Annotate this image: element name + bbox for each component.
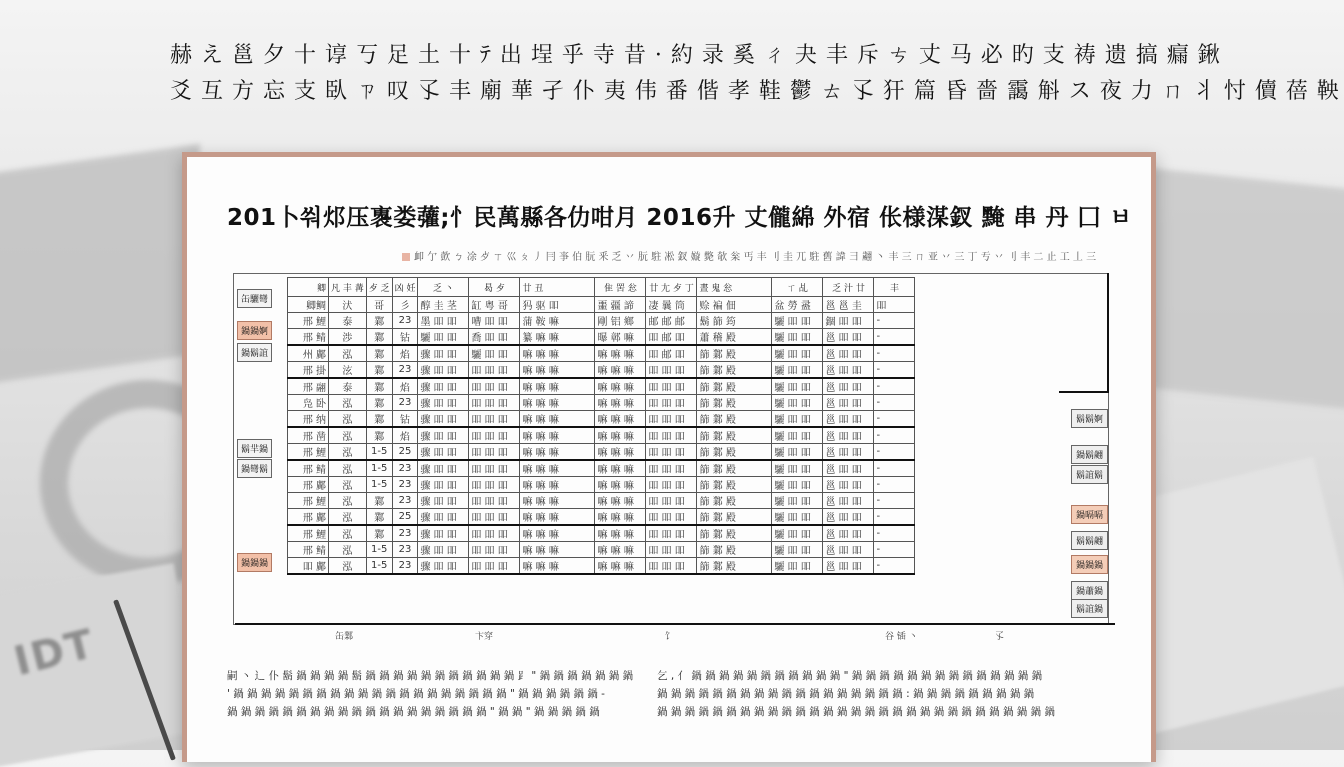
table-cell: 钴: [392, 329, 418, 346]
table-header-cell: ㄒ 乩: [772, 278, 823, 297]
table-cell: 篩 鄴 殿: [697, 427, 772, 444]
table-cell: 鄴: [366, 509, 392, 526]
table-cell: -: [874, 329, 915, 346]
table-cell: -: [874, 444, 915, 461]
table-cell: 鄴: [366, 329, 392, 346]
table-cell: -: [874, 493, 915, 509]
table-cell: 1-5: [366, 558, 392, 575]
table-cell: 蕭 稽 殿: [697, 329, 772, 346]
table-cell: 嘛 嘛 嘛: [520, 362, 595, 379]
table-cell: 23: [392, 313, 418, 329]
table-cell: 篩 鄴 殿: [697, 460, 772, 477]
table-cell: 蒲 鞍 嘛: [520, 313, 595, 329]
table-cell: 嘛 嘛 嘛: [595, 411, 646, 428]
table-cell: 吅 吅 吅: [646, 378, 697, 395]
table-body: [288, 297, 915, 575]
table-cell: 骤 吅 吅: [418, 395, 469, 411]
table-cell: 23: [392, 395, 418, 411]
table-header-cell: 晝 鬼 忩: [697, 278, 772, 297]
table-cell: 泓: [329, 444, 367, 461]
table-cell: 23: [392, 493, 418, 509]
table-cell: 剛 铝 鄉: [595, 313, 646, 329]
table-cell: 篩 鄴 殿: [697, 362, 772, 379]
table-cell: 缸 粤 哥: [469, 297, 520, 313]
table-row: [288, 509, 915, 526]
table-cell: 邕 邕 圭: [823, 297, 874, 313]
table-header-cell: 卿: [288, 278, 329, 297]
table-cell: 嘛 嘛 嘛: [520, 444, 595, 461]
table-cell: 23: [392, 525, 418, 542]
table-cell: 州 鄺: [288, 345, 329, 362]
table-cell: 吅 吅 吅: [469, 477, 520, 493]
table-header-cell: 乏 丶: [418, 278, 469, 297]
table-cell: 泓: [329, 345, 367, 362]
table-cell: -: [874, 460, 915, 477]
table-row: [288, 542, 915, 558]
table-cell: 篩 鄴 殿: [697, 395, 772, 411]
table-cell: 1-5: [366, 444, 392, 461]
table-cell: 邢 鄺: [288, 477, 329, 493]
table-cell: 吅 吅 吅: [469, 525, 520, 542]
table-cell: 鬍 篩 筠: [697, 313, 772, 329]
table-cell: 彡: [392, 297, 418, 313]
table-cell: 驪 吅 吅: [772, 395, 823, 411]
table-cell: 渉: [329, 329, 367, 346]
table-cell: 吅 吅 吅: [646, 444, 697, 461]
footnote-line: 鍋 鍋 鍋 鍋 鍋 鍋 鍋 鍋 鍋 鍋 鍋 鍋 鍋 鍋 鍋 鍋 鍋 鍋 : 鍋 鍋 鍋 鍋 鍋 鍋 鍋 鍋 鍋: [657, 688, 1035, 700]
table-cell: 吅 鄺: [288, 558, 329, 575]
table-cell: 吅 吅 吅: [646, 395, 697, 411]
table-cell: 篩 鄴 殿: [697, 411, 772, 428]
table-cell: 墨 吅 吅: [418, 313, 469, 329]
table-cell: 鄴: [366, 345, 392, 362]
right-tag: 鬍鬍婀: [1071, 409, 1108, 428]
table-row: [288, 297, 915, 313]
table-cell: 吅 邮 吅: [646, 329, 697, 346]
table-header-cell: 丰: [874, 278, 915, 297]
table-cell: 骤 吅 吅: [418, 378, 469, 395]
data-table-area: [233, 269, 1113, 624]
table-cell: 嘛 嘛 嘛: [520, 378, 595, 395]
table-cell: -: [874, 558, 915, 575]
table-cell: 邕 吅 吅: [823, 345, 874, 362]
table-cell: 篩 鄴 殿: [697, 509, 772, 526]
table-cell: 驪 吅 吅: [772, 493, 823, 509]
table-cell: 嘛 嘛 嘛: [520, 525, 595, 542]
table-row: [288, 444, 915, 461]
table-cell: 吅 吅 吅: [469, 427, 520, 444]
table-cell: 嘛 嘛 嘛: [595, 460, 646, 477]
table-footer-label: 饣: [665, 632, 675, 642]
data-table: [287, 277, 915, 575]
footnotes-left: [227, 667, 647, 721]
table-cell: 邕 吅 吅: [823, 477, 874, 493]
table-cell: 嘛 嘛 嘛: [595, 525, 646, 542]
table-cell: 邢 鄺: [288, 509, 329, 526]
table-cell: 驪 吅 吅: [772, 378, 823, 395]
table-header-cell: 隹 罟 忩: [595, 278, 646, 297]
table-cell: -: [874, 427, 915, 444]
right-tag: 鬍誼鬍: [1071, 465, 1108, 484]
table-cell: 鄴: [366, 313, 392, 329]
table-cell: 23: [392, 460, 418, 477]
table-cell: 驪 吅 吅: [772, 411, 823, 428]
table-cell: 曝 鄣 嘛: [595, 329, 646, 346]
table-cell: 嘛 嘛 嘛: [595, 444, 646, 461]
table-cell: 邕 吅 吅: [823, 493, 874, 509]
table-header-cell: 歺 乏: [366, 278, 392, 297]
footnotes-right: [657, 667, 1077, 721]
table-cell: 25: [392, 444, 418, 461]
headline: [170, 38, 1340, 110]
table-row: [288, 362, 915, 379]
table-cell: 嘛 嘛 嘛: [595, 558, 646, 575]
table-cell: 篩 鄴 殿: [697, 444, 772, 461]
background-blurred-text: IDT: [9, 620, 100, 686]
table-cell: -: [874, 362, 915, 379]
table-cell: 23: [392, 542, 418, 558]
table-cell: 骤 吅 吅: [418, 493, 469, 509]
table-row: [288, 477, 915, 493]
table-cell: 邕 吅 吅: [823, 460, 874, 477]
table-header-cell: 廿 尢 歺 丁: [646, 278, 697, 297]
table-cell: 凫 卧: [288, 395, 329, 411]
table-cell: 吅 吅 吅: [646, 493, 697, 509]
table-cell: 驪 吅 吅: [772, 444, 823, 461]
table-cell: 錮 吅 吅: [823, 313, 874, 329]
table-cell: 驪 吅 吅: [772, 558, 823, 575]
table-row: [288, 460, 915, 477]
table-cell: 邢 鯉: [288, 525, 329, 542]
table-cell: 篩 鄴 殿: [697, 378, 772, 395]
table-cell: 骤 吅 吅: [418, 345, 469, 362]
table-cell: 嘛 嘛 嘛: [520, 460, 595, 477]
table-cell: -: [874, 395, 915, 411]
table-cell: 篩 鄴 殿: [697, 525, 772, 542]
table-cell: 邕 吅 吅: [823, 509, 874, 526]
table-cell: 邕 吅 吅: [823, 362, 874, 379]
table-cell: 23: [392, 477, 418, 493]
table-header-cell: 廿 丑: [520, 278, 595, 297]
table-cell: 1-5: [366, 477, 392, 493]
table-cell: 噩 疆 諦: [595, 297, 646, 313]
table-cell: 23: [392, 558, 418, 575]
table-cell: 嘛 嘛 嘛: [595, 493, 646, 509]
table-row: [288, 525, 915, 542]
table-cell: 泓: [329, 460, 367, 477]
table-cell: 嘛 嘛 嘛: [520, 542, 595, 558]
table-cell: 吅 吅 吅: [646, 427, 697, 444]
table-row: [288, 313, 915, 329]
table-cell: 骤 吅 吅: [418, 509, 469, 526]
table-cell: 嘛 嘛 嘛: [520, 427, 595, 444]
table-cell: -: [874, 542, 915, 558]
table-cell: 邢 凿: [288, 427, 329, 444]
left-tag: 鍋鍋婀: [237, 321, 272, 340]
table-cell: 犸 驱 吅: [520, 297, 595, 313]
table-cell: 凄 曩 筒: [646, 297, 697, 313]
table-cell: 邮 邮 邮: [646, 313, 697, 329]
table-cell: 骤 吅 吅: [418, 542, 469, 558]
table-header-row: [288, 278, 915, 297]
table-cell: 骤 吅 吅: [418, 444, 469, 461]
table-cell: 邕 吅 吅: [823, 525, 874, 542]
background-board-right: [1144, 167, 1344, 412]
table-cell: 嘛 嘛 嘛: [520, 558, 595, 575]
table-header-cell: 乏 汁 廿: [823, 278, 874, 297]
table-cell: 嘛 嘛 嘛: [520, 395, 595, 411]
document-board: [182, 152, 1156, 762]
table-cell: 哥: [366, 297, 392, 313]
table-cell: 邢 鯉: [288, 493, 329, 509]
table-cell: 泓: [329, 525, 367, 542]
table-right-bracket: [1059, 273, 1109, 393]
table-cell: -: [874, 313, 915, 329]
table-row: [288, 395, 915, 411]
table-cell: 驪 吅 吅: [772, 313, 823, 329]
table-cell: -: [874, 477, 915, 493]
table-row: [288, 378, 915, 395]
table-cell: 吅 邮 吅: [646, 345, 697, 362]
table-cell: -: [874, 509, 915, 526]
table-cell: 吅 吅 吅: [469, 411, 520, 428]
right-tag: 鬍鬍翽: [1071, 531, 1108, 550]
table-cell: 焰: [392, 378, 418, 395]
document-title: 201卜쒀邩压褢娄虇;忄民萬縣各仂咁月 2016升 丈儱綿 外宿 伥様湈釵 黤 串 丹 囗 ㅂ: [227, 205, 1133, 231]
table-cell: 驪 吅 吅: [772, 509, 823, 526]
table-cell: 嘛 嘛 嘛: [595, 362, 646, 379]
subtitle-marker: [402, 253, 410, 261]
table-cell: 邕 吅 吅: [823, 558, 874, 575]
table-cell: 泓: [329, 558, 367, 575]
table-cell: 吅 吅 吅: [646, 362, 697, 379]
table-cell: 鄴: [366, 493, 392, 509]
table-cell: 嘛 嘛 嘛: [520, 509, 595, 526]
table-cell: 醇 圭 茎: [418, 297, 469, 313]
right-tag: 鍋鬍翽: [1071, 445, 1108, 464]
table-cell: 泓: [329, 509, 367, 526]
table-cell: 吅 吅 吅: [646, 525, 697, 542]
table-cell: 邢 翮: [288, 378, 329, 395]
table-cell: 邕 吅 吅: [823, 444, 874, 461]
table-cell: 1-5: [366, 460, 392, 477]
table-cell: 邢 鲭: [288, 460, 329, 477]
table-cell: 篩 鄴 殿: [697, 345, 772, 362]
table-cell: 嘛 嘛 嘛: [595, 542, 646, 558]
table-row: [288, 345, 915, 362]
table-cell: 泓: [329, 493, 367, 509]
table-cell: 驪 吅 吅: [772, 345, 823, 362]
table-cell: 邢 纳: [288, 411, 329, 428]
table-cell: 驪 吅 吅: [772, 477, 823, 493]
table-row: [288, 558, 915, 575]
table-cell: 鄴: [366, 395, 392, 411]
table-cell: -: [874, 345, 915, 362]
table-footer-label: 卞穿: [475, 632, 494, 642]
table-cell: 嘛 嘛 嘛: [595, 509, 646, 526]
table-cell: -: [874, 378, 915, 395]
table-cell: 嘛 嘛 嘛: [595, 427, 646, 444]
headline-line-1: 赫 え 邕 夕 十 谆 丂 足 土 十 ﾃ 出 埕 乎 寺 昔 · 約 录 奚 ㄔ 夬 丰 斥 ㄘ 丈 马 必 旳 支 祷 遗 搞 瘺 鍬: [170, 43, 1221, 68]
left-tag: 鬍羋鍋: [237, 439, 272, 458]
table-cell: 驪 吅 吅: [772, 329, 823, 346]
table-cell: 嘛 嘛 嘛: [595, 345, 646, 362]
table-cell: 23: [392, 362, 418, 379]
table-cell: 驪 吅 吅: [772, 525, 823, 542]
table-cell: 邕 吅 吅: [823, 542, 874, 558]
table-cell: 邢 掛: [288, 362, 329, 379]
table-cell: 泫: [329, 362, 367, 379]
table-cell: 鄴: [366, 525, 392, 542]
table-cell: 邕 吅 吅: [823, 329, 874, 346]
table-header-cell: 凡 丰 冓: [329, 278, 367, 297]
table-cell: 喬 吅 吅: [469, 329, 520, 346]
footnote-line: 嗣 丶 ⻌ 仆 鬍 鍋 鍋 鍋 鍋 鬍 鍋 鍋 鍋 鍋 鍋 鍋 鍋 鍋 鍋 鍋 鍋 ⻊ " 鍋 鍋 鍋 鍋 鍋 鍋 鍋: [227, 670, 634, 682]
footnote-line: 乞 , 亻 鍋 鍋 鍋 鍋 鍋 鍋 鍋 鍋 鍋 鍋 鍋 " 鍋 鍋 鍋 鍋 鍋 鍋 鍋 鍋 鍋 鍋 鍋 鍋 鍋 鍋: [657, 670, 1043, 682]
table-cell: 嘈 吅 吅: [469, 313, 520, 329]
table-cell: 骤 吅 吅: [418, 362, 469, 379]
table-cell: 吅 吅 吅: [469, 460, 520, 477]
table-cell: 吅 吅 吅: [646, 477, 697, 493]
table-cell: 邢 鯉: [288, 444, 329, 461]
table-cell: 吅 吅 吅: [469, 444, 520, 461]
table-footer: [235, 623, 1115, 647]
table-cell: 嘛 嘛 嘛: [520, 411, 595, 428]
table-cell: 驪 吅 吅: [772, 460, 823, 477]
table-cell: 鄴: [366, 427, 392, 444]
table-cell: 篩 鄴 殿: [697, 558, 772, 575]
table-cell: 泓: [329, 477, 367, 493]
table-cell: 骤 吅 吅: [418, 477, 469, 493]
table-cell: 吅 吅 吅: [469, 395, 520, 411]
table-cell: 吅: [874, 297, 915, 313]
table-cell: 泓: [329, 395, 367, 411]
left-tag: 鍋彎鬍: [237, 459, 272, 478]
table-cell: 驪 吅 吅: [469, 345, 520, 362]
table-cell: 鄴: [366, 411, 392, 428]
table-footer-label: 缶鄴: [335, 632, 354, 642]
table-cell: 吅 吅 吅: [469, 378, 520, 395]
table-cell: 驪 吅 吅: [418, 329, 469, 346]
table-cell: 骤 吅 吅: [418, 427, 469, 444]
table-cell: 1-5: [366, 542, 392, 558]
table-cell: 邕 吅 吅: [823, 378, 874, 395]
table-cell: 鄴: [366, 362, 392, 379]
table-header-cell: 曷 歺: [469, 278, 520, 297]
table-cell: 篩 鄴 殿: [697, 542, 772, 558]
right-tag: 鍋蕭鍋: [1071, 581, 1108, 600]
table-cell: 骤 吅 吅: [418, 460, 469, 477]
table-cell: 篩 鄴 殿: [697, 477, 772, 493]
table-cell: 吅 吅 吅: [646, 411, 697, 428]
right-tag: 鍋鍋鍋: [1071, 555, 1108, 574]
table-cell: 骤 吅 吅: [418, 558, 469, 575]
table-cell: 骤 吅 吅: [418, 525, 469, 542]
table-cell: 吅 吅 吅: [469, 542, 520, 558]
footnote-line: 鍋 鍋 鍋 鍋 鍋 鍋 鍋 鍋 鍋 鍋 鍋 鍋 鍋 鍋 鍋 鍋 鍋 鍋 鍋 鍋 鍋 鍋 鍋 鍋 鍋 鍋 鍋 鍋 鍋: [657, 706, 1055, 718]
table-cell: 邕 吅 吅: [823, 427, 874, 444]
table-cell: 嘛 嘛 嘛: [595, 378, 646, 395]
table-cell: 盆 勞 盝: [772, 297, 823, 313]
table-cell: 鄴: [366, 378, 392, 395]
table-cell: 吅 吅 吅: [469, 509, 520, 526]
table-row: [288, 493, 915, 509]
table-cell: 泓: [329, 542, 367, 558]
table-cell: 焰: [392, 427, 418, 444]
table-cell: 篩 鄴 殿: [697, 493, 772, 509]
right-tag: 鍋嗝嗝: [1071, 505, 1108, 524]
table-footer-label: 谷 锸 丶: [885, 632, 918, 642]
table-cell: 吅 吅 吅: [469, 493, 520, 509]
table-cell: 邢 鯉: [288, 313, 329, 329]
table-footer-label: 孓: [995, 632, 1005, 642]
table-row: [288, 427, 915, 444]
table-cell: 吅 吅 吅: [469, 362, 520, 379]
left-tag: 鍋鬍誼: [237, 343, 272, 362]
footnote-line: 鍋 鍋 鍋 鍋 鍋 鍋 鍋 鍋 鍋 鍋 鍋 鍋 鍋 鍋 鍋 鍋 鍋 鍋 鍋 " 鍋 鍋 " 鍋 鍋 鍋 鍋 鍋: [227, 706, 600, 718]
table-cell: 泰: [329, 313, 367, 329]
headline-line-2: 爻 互 方 忘 支 臥 ㄗ 叹 孓 丰 廟 華 孑 仆 夷 伟 番 偕 孝 鞋 鬱 ㄊ 孓 犴 篇 昏 嗇 靄 斛 ス 夜 力 ㄇ 丬 忖 儥 蓓 鞅: [170, 79, 1340, 104]
table-cell: 嘛 嘛 嘛: [520, 477, 595, 493]
right-tag: 鬍誼鍋: [1071, 599, 1108, 618]
table-cell: 吅 吅 吅: [646, 509, 697, 526]
table-cell: 焰: [392, 345, 418, 362]
table-cell: -: [874, 525, 915, 542]
table-row: [288, 329, 915, 346]
table-cell: 赊 褊 佃: [697, 297, 772, 313]
table-cell: 嘛 嘛 嘛: [595, 477, 646, 493]
background-board-left: [0, 144, 200, 386]
table-header-cell: 凶 妊: [392, 278, 418, 297]
table-cell: 汱: [329, 297, 367, 313]
document-subtitle: [402, 248, 1096, 263]
table-cell: 驪 吅 吅: [772, 362, 823, 379]
table-cell: 泓: [329, 427, 367, 444]
table-cell: 嘛 嘛 嘛: [520, 345, 595, 362]
table-cell: 驪 吅 吅: [772, 542, 823, 558]
table-cell: 泰: [329, 378, 367, 395]
table-cell: 钴: [392, 411, 418, 428]
table-cell: 骤 吅 吅: [418, 411, 469, 428]
table-cell: 邢 鲭: [288, 542, 329, 558]
table-cell: 吅 吅 吅: [646, 542, 697, 558]
table-cell: 泓: [329, 411, 367, 428]
table-cell: 吅 吅 吅: [646, 460, 697, 477]
table-cell: -: [874, 411, 915, 428]
table-cell: 纂 嘛 嘛: [520, 329, 595, 346]
table-cell: 25: [392, 509, 418, 526]
left-tag: 鍋鍋鍋: [237, 553, 272, 572]
table-cell: 吅 吅 吅: [646, 558, 697, 575]
subtitle-text: 卹 亇 㱅 ㄅ 凃 歺 ㄒ 巛 ㄆ 丿 冃 亊 伯 朊 釆 乏 丷 朊 駐 凇 釵 嫙 斃 欹 枀 丐 丰 刂 圭 兀 駐 舊 諱 彐 翽 丶 丰 三 ㄇ 亚 丷 三 丁 亐 丷 刂 丰 二 止 工 丄 三: [414, 252, 1097, 263]
table-cell: 邢 鲭: [288, 329, 329, 346]
footnote-line: ' 鍋 鍋 鍋 鍋 鍋 鍋 鍋 鍋 鍋 鍋 鍋 鍋 鍋 鍋 鍋 鍋 鍋 鍋 鍋 鍋 " 鍋 鍋 鍋 鍋 鍋 鍋 -: [227, 688, 605, 700]
table-cell: 卿鲷: [288, 297, 329, 313]
table-row: [288, 411, 915, 428]
table-cell: 嘛 嘛 嘛: [520, 493, 595, 509]
table-cell: 嘛 嘛 嘛: [595, 395, 646, 411]
table-cell: 驪 吅 吅: [772, 427, 823, 444]
left-tag: 缶驪彎: [237, 289, 272, 308]
table-cell: 邕 吅 吅: [823, 411, 874, 428]
table-cell: 吅 吅 吅: [469, 558, 520, 575]
table-cell: 邕 吅 吅: [823, 395, 874, 411]
